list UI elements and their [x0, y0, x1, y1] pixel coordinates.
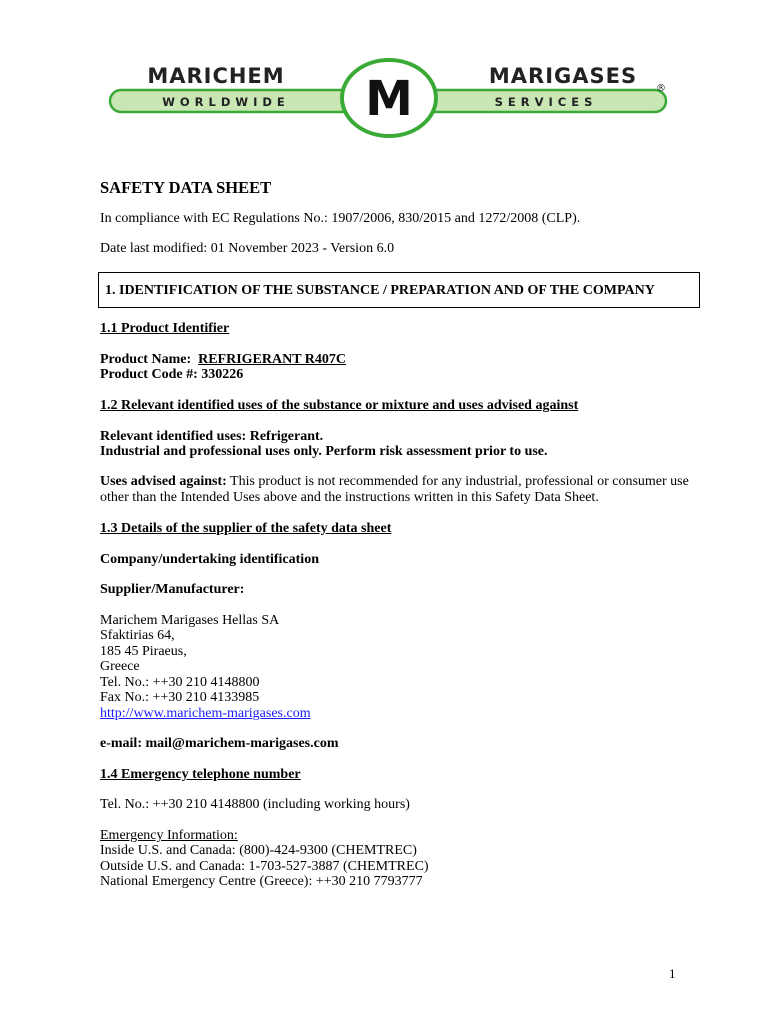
email: e-mail: mail@marichem-marigases.com [100, 736, 339, 751]
emergency-line: Inside U.S. and Canada: (800)-424-9300 (CHEMTREC) [100, 843, 417, 858]
logo-right-word: MARIGASES [488, 64, 638, 88]
uses-advised-against [100, 474, 690, 505]
address-line: 185 45 Piraeus, [100, 644, 187, 659]
marichem-marigases-logo [108, 58, 670, 138]
address-line: Sfaktirias 64, [100, 628, 175, 643]
industrial-uses: Industrial and professional uses only. Perform risk assessment prior to use. [100, 444, 548, 459]
emergency-line: Outside U.S. and Canada: 1-703-527-3887 (CHEMTREC) [100, 859, 429, 874]
logo-right-sub: SERVICES [494, 95, 598, 109]
emergency-info-label: Emergency Information: [100, 828, 238, 843]
telephone: Tel. No.: ++30 210 4148800 [100, 675, 260, 690]
page-number: 1 [669, 966, 676, 981]
section-1-4-heading: 1.4 Emergency telephone number [100, 767, 301, 782]
logo-center-letter: M [365, 71, 413, 127]
uses-against-label: Uses advised against: [100, 474, 227, 489]
logo-left-sub: WORLDWIDE [162, 95, 290, 109]
section-1-heading: 1. IDENTIFICATION OF THE SUBSTANCE / PREPARATION AND OF THE COMPANY [105, 283, 655, 298]
supplier-label: Supplier/Manufacturer: [100, 582, 245, 597]
document-title: SAFETY DATA SHEET [100, 178, 272, 197]
product-name-value: REFRIGERANT R407C [198, 352, 347, 367]
address-line: Greece [100, 659, 140, 674]
logo-left-word: MARICHEM [147, 64, 285, 88]
section-1-3-heading: 1.3 Details of the supplier of the safety data sheet [100, 521, 392, 536]
relevant-uses: Relevant identified uses: Refrigerant. [100, 429, 324, 444]
emergency-telephone: Tel. No.: ++30 210 4148800 (including working hours) [100, 797, 410, 812]
section-1-2-heading: 1.2 Relevant identified uses of the substance or mixture and uses advised against [100, 398, 579, 413]
registered-mark: ® [656, 83, 666, 94]
emergency-line: National Emergency Centre (Greece): ++30 210 7793777 [100, 874, 423, 889]
section-1-box [98, 272, 700, 308]
date-modified: Date last modified: 01 November 2023 - Version 6.0 [100, 241, 395, 256]
compliance-text: In compliance with EC Regulations No.: 1907/2006, 830/2015 and 1272/2008 (CLP). [100, 211, 581, 226]
product-code: Product Code #: 330226 [100, 367, 244, 382]
address-line: Marichem Marigases Hellas SA [100, 613, 280, 628]
uses-against-text: This product is not recommended for any industrial, professional or consumer use other than the Intended Uses above and the instructions written in this Safety Data Sheet. [100, 474, 689, 505]
product-name-label: Product Name: [100, 352, 192, 367]
website-link[interactable]: http://www.marichem-marigases.com [100, 706, 311, 721]
fax: Fax No.: ++30 210 4133985 [100, 690, 260, 705]
company-identification: Company/undertaking identification [100, 552, 319, 567]
section-1-1-heading: 1.1 Product Identifier [100, 321, 230, 336]
product-name-line [100, 352, 346, 368]
company-logo [108, 58, 670, 138]
